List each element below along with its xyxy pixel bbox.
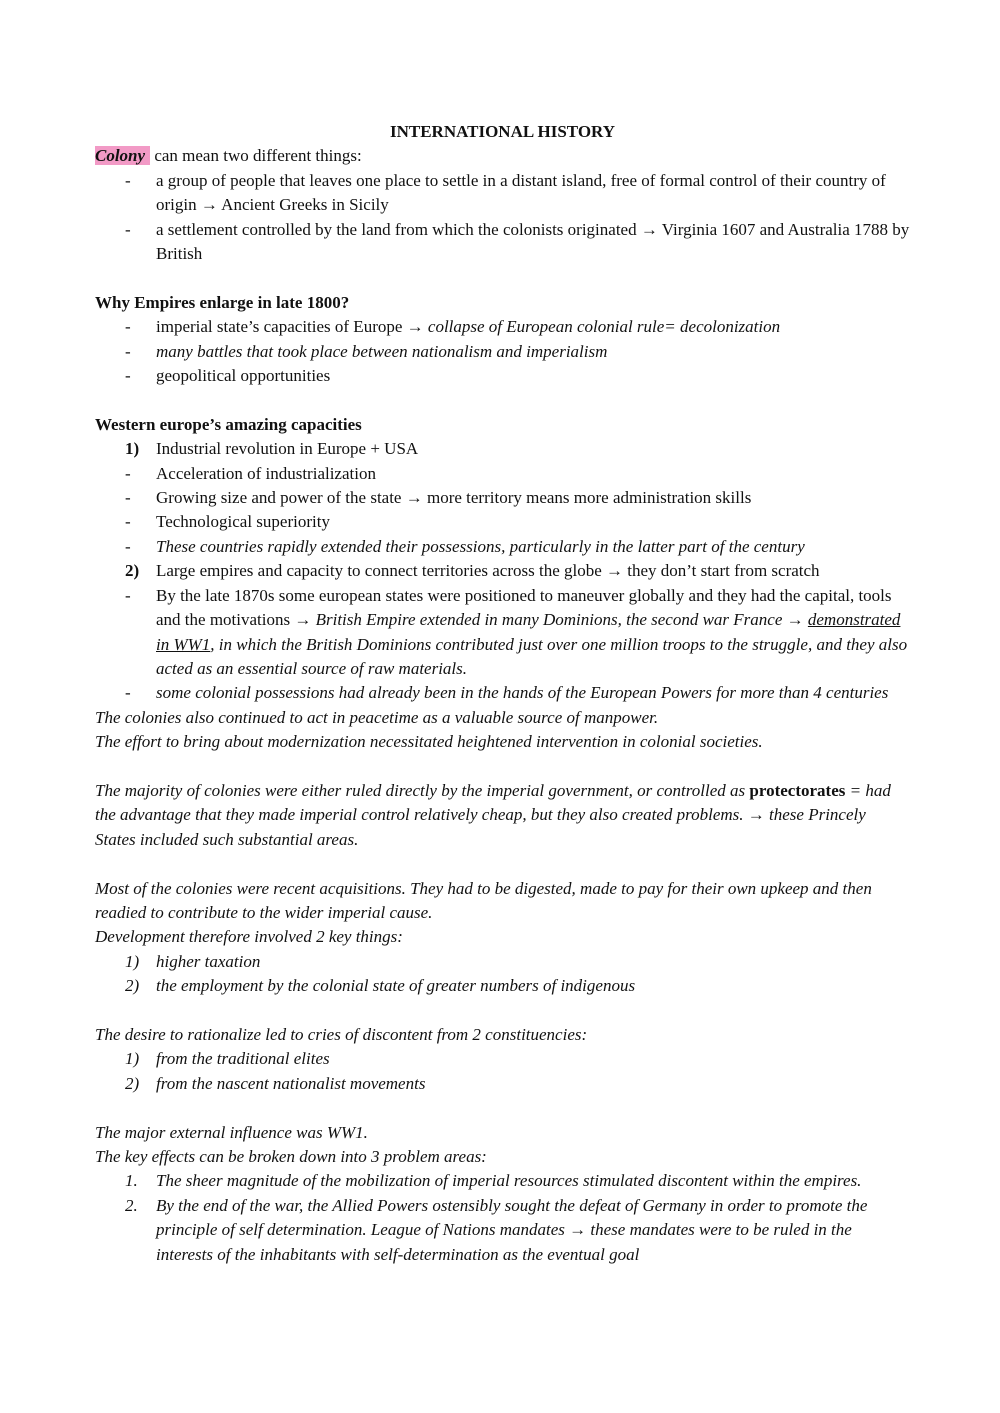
why-empires-heading: Why Empires enlarge in late 1800? — [95, 292, 350, 312]
paragraph: The major external influence was WW1. — [95, 1122, 368, 1142]
document-title: INTERNATIONAL HISTORY — [389, 122, 616, 141]
paragraph: The colonies also continued to act in peacetime as a valuable source of manpower. — [95, 707, 659, 727]
protectorates-term: protectorates — [749, 780, 846, 800]
list-item: 2) from the nascent nationalist movements — [125, 1073, 426, 1093]
list-item: - These countries rapidly extended their possessions, particularly in the latter part of the century — [125, 536, 805, 556]
protectorates-paragraph: The majority of colonies were either ruled directly by the imperial government, or controlled as protectorates = had the advantage that they made imperial control relatively cheap, but they also created problems. → these Princely States included such substantial areas. — [95, 780, 891, 849]
western-capacities-list — [95, 437, 910, 705]
document-page — [95, 120, 910, 1267]
paragraph: The key effects can be broken down into 3 problem areas: — [95, 1146, 487, 1166]
list-item: - geopolitical opportunities — [125, 366, 331, 386]
colony-intro-text: can mean two different things: — [150, 146, 362, 166]
why-empires-list — [95, 315, 910, 388]
problem-areas-list — [95, 1169, 910, 1267]
colony-definitions-list — [95, 169, 910, 267]
constituencies-list — [95, 1047, 910, 1096]
list-item: 2) Large empires and capacity to connect territories across the globe → they don’t start from scratch — [125, 561, 820, 581]
list-item: 2) the employment by the colonial state of greater numbers of indigenous — [125, 976, 636, 996]
development-list — [95, 950, 910, 999]
colony-term-highlight: Colony — [95, 146, 150, 165]
list-item: 1) from the traditional elites — [125, 1049, 330, 1069]
list-item: - imperial state’s capacities of Europe → collapse of European colonial rule= decolonization — [125, 317, 781, 337]
western-capacities-heading: Western europe’s amazing capacities — [95, 414, 362, 434]
underlined-ww1: demonstrated in WW1 — [156, 610, 901, 654]
list-item: 1) Industrial revolution in Europe + USA — [125, 439, 419, 459]
list-item: - many battles that took place between nationalism and imperialism — [125, 341, 608, 361]
list-item: - Acceleration of industrialization — [125, 463, 376, 483]
list-item: 1) higher taxation — [125, 951, 261, 971]
list-item: - Growing size and power of the state → more territory means more administration skills — [125, 488, 752, 508]
list-item: - a settlement controlled by the land from which the colonists originated → Virginia 1607 and Australia 1788 by British — [125, 219, 910, 264]
paragraph: The desire to rationalize led to cries of discontent from 2 constituencies: — [95, 1024, 588, 1044]
list-item: 2. By the end of the war, the Allied Powers ostensibly sought the defeat of Germany in order to promote the principle of self determination. League of Nations mandates → these mandates were to be ruled in the interests of the inhabitants with self-determination as the eventual goal — [125, 1195, 868, 1264]
colony-intro — [95, 144, 910, 168]
paragraph: Most of the colonies were recent acquisitions. They had to be digested, made to pay for their own upkeep and then readied to contribute to the wider imperial cause. — [95, 878, 872, 922]
list-item: - Technological superiority — [125, 512, 330, 532]
list-item: - By the late 1870s some european states were positioned to maneuver globally and they had the capital, tools and the motivations → British Empire extended in many Dominions, the second war France → demonstrated in WW1, in which the British Dominions contributed just over one million troops to the struggle, and they also acted as an essential source of raw materials. — [125, 585, 908, 678]
paragraph: Development therefore involved 2 key things: — [95, 927, 403, 947]
list-item: 1. The sheer magnitude of the mobilization of imperial resources stimulated discontent within the empires. — [125, 1171, 862, 1191]
list-item: - some colonial possessions had already been in the hands of the European Powers for more than 4 centuries — [125, 683, 889, 703]
list-item: - a group of people that leaves one place to settle in a distant island, free of formal control of their country of origin → Ancient Greeks in Sicily — [125, 170, 886, 215]
paragraph: The effort to bring about modernization necessitated heightened intervention in colonial societies. — [95, 732, 763, 752]
